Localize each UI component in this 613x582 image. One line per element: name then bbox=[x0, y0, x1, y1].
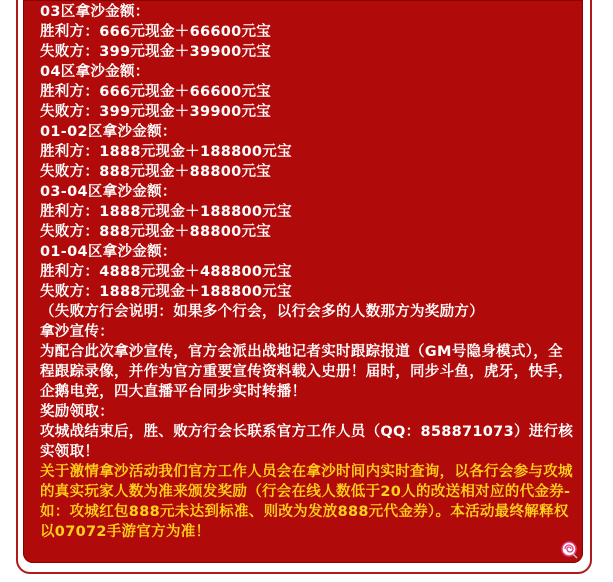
zone0102-winner: 胜利方：1888元现金＋188800元宝 bbox=[40, 144, 292, 160]
promo-text: 为配合此次拿沙宣传，官方会派出战地记者实时跟踪报道（GM号隐身模式），全程跟踪录像，并作为官方重要宣传资料载入史册！届时，同步斗鱼，虎牙，快手，企鹅电竞，四大直播平台同步实时转播！ bbox=[40, 344, 573, 400]
article-content bbox=[40, 2, 575, 542]
zone0304-winner: 胜利方：1888元现金＋188800元宝 bbox=[40, 204, 292, 220]
zone0104-loser: 失败方：1888元现金＋188800元宝 bbox=[40, 284, 292, 300]
zone0104-heading: 01-04区拿沙金额： bbox=[40, 244, 177, 260]
zone03-winner: 胜利方：666元现金＋66600元宝 bbox=[40, 24, 272, 40]
zone0104-winner: 胜利方：4888元现金＋488800元宝 bbox=[40, 264, 292, 280]
zone04-loser: 失败方：399元现金＋39900元宝 bbox=[40, 104, 272, 120]
guild-note: （失败方行会说明：如果多个行会，以行会多的人数那方为奖励方） bbox=[40, 304, 484, 320]
zone0102-heading: 01-02区拿沙金额： bbox=[40, 124, 177, 140]
zone04-winner: 胜利方：666元现金＋66600元宝 bbox=[40, 84, 272, 100]
zone04-heading: 04区拿沙金额： bbox=[40, 64, 150, 80]
zone0102-loser: 失败方：888元现金＋88800元宝 bbox=[40, 164, 272, 180]
zone0304-loser: 失败方：888元现金＋88800元宝 bbox=[40, 224, 272, 240]
promo-heading: 拿沙宣传： bbox=[40, 324, 114, 340]
lollipop-icon bbox=[560, 541, 578, 559]
zone03-heading: 03区拿沙金额： bbox=[40, 4, 150, 20]
reward-text: 攻城战结束后，胜、败方行会长联系官方工作人员（QQ：858871073）进行核实领取！ bbox=[40, 424, 574, 460]
zone03-loser: 失败方：399元现金＋39900元宝 bbox=[40, 44, 272, 60]
zone0304-heading: 03-04区拿沙金额： bbox=[40, 184, 177, 200]
reward-heading: 奖励领取： bbox=[40, 404, 114, 420]
notice-text: 关于激情拿沙活动我们官方工作人员会在拿沙时间内实时查询，以各行会参与攻城的真实玩家人数为准来颁发奖励（行会在线人数低于20人的改送相对应的代金券-如：攻城红包888元未达到标准、则改为发放888元代金券）。本活动最终解释权以07072手游官方为准！ bbox=[40, 464, 573, 540]
